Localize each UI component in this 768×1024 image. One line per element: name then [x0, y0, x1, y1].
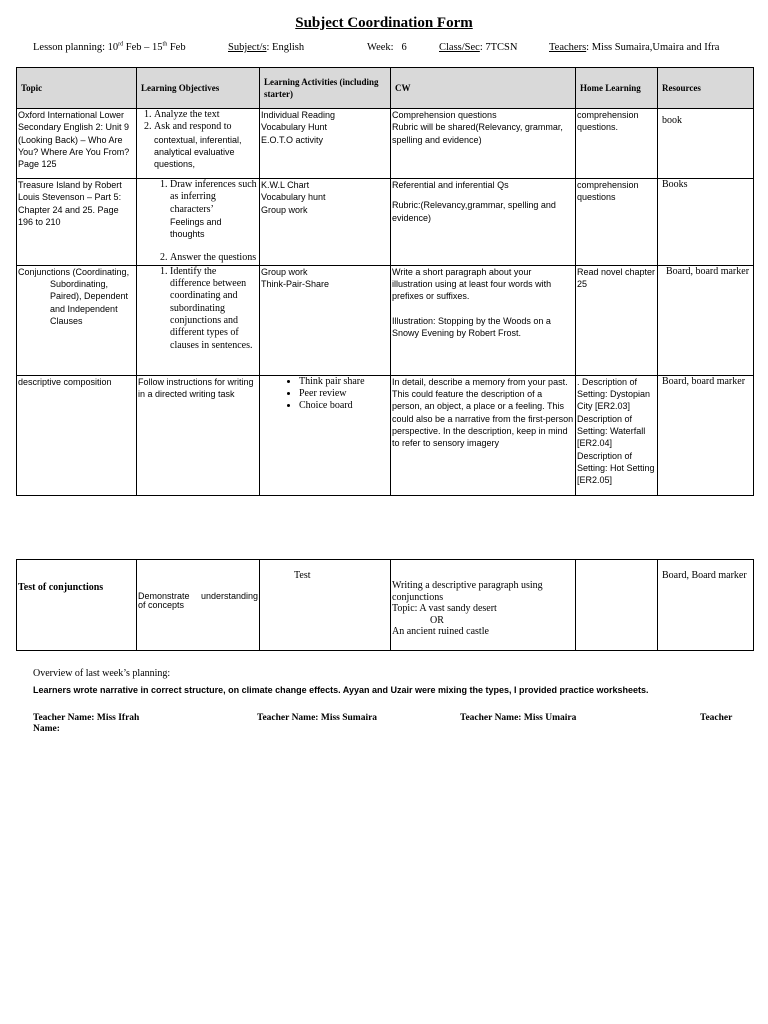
- week-field: [367, 42, 407, 53]
- lesson-planning-dates: [33, 42, 186, 53]
- planning-table: [16, 67, 754, 496]
- teacher-signature-2: Teacher Name: Miss Sumaira: [257, 713, 378, 723]
- topic-text: Subordinating, Paired), Dependent and Independent Clauses: [50, 279, 129, 326]
- overview-text: Learners wrote narrative in correct structure, on climate change effects. Ayyan and Uzair were mixing the types, I provided practice worksheets.: [33, 685, 649, 695]
- list-item: • Choice board: [299, 400, 389, 412]
- list-item: Vocabulary Hunt: [261, 122, 328, 133]
- table-row: [17, 179, 754, 266]
- column-header: Home Learning: [576, 68, 658, 109]
- table-header-row: [17, 68, 754, 109]
- column-header: Learning Activities (including starter): [260, 68, 391, 109]
- table-row: [17, 560, 754, 651]
- teacher-signature-4-name: Name:: [33, 724, 60, 734]
- resources-cell: Books: [658, 179, 754, 266]
- list-item: Vocabulary hunt: [261, 192, 326, 203]
- objectives-cell: [137, 265, 260, 375]
- home-learning-cell: . Description of Setting: Dystopian City [ER2.03] Description of Setting: Waterfall [ER2.04] Description of Setting: Hot Setting [ER2.05]: [576, 375, 658, 495]
- objectives-cell: Demonstrate understanding of concepts: [137, 560, 260, 651]
- class-value: : 7TCSN: [479, 42, 518, 53]
- objectives-list: [138, 266, 258, 352]
- list-item: E.O.T.O activity: [261, 134, 324, 145]
- topic-cell: [17, 265, 137, 375]
- cw-cell: [391, 560, 576, 651]
- lesson-planning-mid: Feb – 15: [123, 42, 163, 53]
- teacher-signature-3: Teacher Name: Miss Umaira: [460, 713, 577, 723]
- subject-field: [228, 42, 304, 53]
- resources-cell: Board, board marker: [658, 265, 754, 375]
- objective-continuation: Feelings and thoughts: [170, 216, 222, 240]
- list-item: • Think pair share: [299, 376, 389, 388]
- column-header: Topic: [17, 68, 137, 109]
- cw-cell: [391, 265, 576, 375]
- list-item: 1. Draw inferences such as inferring characters’: [170, 179, 258, 216]
- topic-cell: descriptive composition: [17, 375, 137, 495]
- activities-cell: [260, 179, 391, 266]
- list-item: Group work: [261, 266, 308, 277]
- cw-text: Write a short paragraph about your illustration using at least four words with prefixes or suffixes.: [392, 266, 552, 302]
- cw-cell: In detail, describe a memory from your past. This could feature the description of a person, an object, a place or a feeling. This could also be a narrative from the first-person perspective. In the description, keep in mind to refer to sensory imagery: [391, 375, 576, 495]
- topic-text: Conjunctions (Coordinating,: [18, 266, 130, 277]
- list-item: 1. Identify the difference between coordinating and subordinating conjunctions and different types of clauses in sentences.: [170, 266, 258, 352]
- teachers-label: Teachers: [549, 42, 587, 53]
- class-field: [439, 42, 517, 53]
- class-label: Class/Sec: [439, 42, 480, 53]
- topic-cell: Treasure Island by Robert Louis Stevenson – Part 5: Chapter 24 and 25. Page 196 to 210: [17, 179, 137, 266]
- cw-cell: [391, 109, 576, 179]
- teachers-value: : Miss Sumaira,Umaira and Ifra: [586, 42, 720, 53]
- date-suffix: th: [162, 41, 168, 48]
- cw-text: Referential and inferential Qs: [392, 180, 509, 190]
- cw-text: Topic: A vast sandy desert: [392, 603, 497, 614]
- cw-text: Writing a descriptive paragraph using conjunctions: [392, 580, 543, 603]
- lesson-planning-end: Feb: [167, 42, 186, 53]
- cw-text: OR: [430, 614, 444, 626]
- week-label: Week:: [367, 42, 394, 53]
- home-learning-cell: [576, 560, 658, 651]
- topic-cell: Test of conjunctions: [17, 560, 137, 651]
- page-title: Subject Coordination Form: [295, 15, 473, 31]
- objectives-list: [138, 252, 258, 264]
- list-item: K.W.L Chart: [261, 180, 310, 190]
- teacher-signature-4-label: Teacher: [700, 713, 733, 723]
- objectives-cell: [137, 109, 260, 179]
- resources-cell: Board, board marker: [658, 375, 754, 495]
- objectives-list: [138, 179, 258, 216]
- activities-cell: [260, 265, 391, 375]
- list-item: 1. Analyze the text: [154, 109, 258, 121]
- objectives-cell: [137, 179, 260, 266]
- table-row: [17, 375, 754, 495]
- activities-list: [261, 376, 389, 413]
- subject-value: : English: [266, 42, 305, 53]
- teachers-field: [549, 42, 719, 53]
- cw-text: Rubric:(Relevancy,grammar, spelling and evidence): [392, 200, 556, 223]
- column-header: Learning Objectives: [137, 68, 260, 109]
- objectives-cell: Follow instructions for writing in a directed writing task: [137, 375, 260, 495]
- list-item: Group work: [261, 204, 308, 215]
- table-row: [17, 265, 754, 375]
- teacher-signature-1: Teacher Name: Miss Ifrah: [33, 713, 140, 723]
- home-learning-cell: comprehension questions.: [576, 109, 658, 179]
- objective-continuation: contextual, inferential, analytical evaluative questions,: [154, 134, 242, 170]
- date-suffix: rd: [118, 41, 124, 48]
- list-item: 2. Answer the questions: [170, 252, 258, 264]
- table-row: [17, 109, 754, 179]
- list-item: • Peer review: [299, 388, 389, 400]
- column-header: CW: [391, 68, 576, 109]
- column-header: Resources: [658, 68, 754, 109]
- cw-text: Illustration: Stopping by the Woods on a Snowy Evening by Robert Frost.: [392, 315, 551, 338]
- resources-cell: book: [658, 109, 754, 179]
- home-learning-cell: comprehension questions: [576, 179, 658, 266]
- week-value: 6: [401, 42, 407, 53]
- home-learning-cell: Read novel chapter 25: [576, 265, 658, 375]
- cw-text: Rubric will be shared(Relevancy, grammar, spelling and evidence): [392, 122, 563, 145]
- activities-cell: Test: [260, 560, 391, 651]
- cw-text: An ancient ruined castle: [392, 626, 489, 637]
- subject-label: Subject/s: [228, 42, 267, 53]
- list-item: Think-Pair-Share: [261, 279, 330, 290]
- cw-text: Comprehension questions: [392, 110, 497, 120]
- cw-cell: [391, 179, 576, 266]
- topic-cell: Oxford International Lower Secondary English 2: Unit 9 (Looking Back) – Who Are You? Where Are You From? Page 125: [17, 109, 137, 179]
- lesson-planning-label: Lesson planning: 10: [33, 42, 119, 53]
- activities-cell: [260, 375, 391, 495]
- list-item: 2. Ask and respond to: [154, 121, 258, 133]
- overview-label: Overview of last week’s planning:: [33, 668, 171, 679]
- list-item: Individual Reading: [261, 110, 336, 120]
- activities-cell: [260, 109, 391, 179]
- objectives-list: [138, 109, 258, 134]
- test-table: [16, 559, 754, 651]
- resources-cell: Board, Board marker: [658, 560, 754, 651]
